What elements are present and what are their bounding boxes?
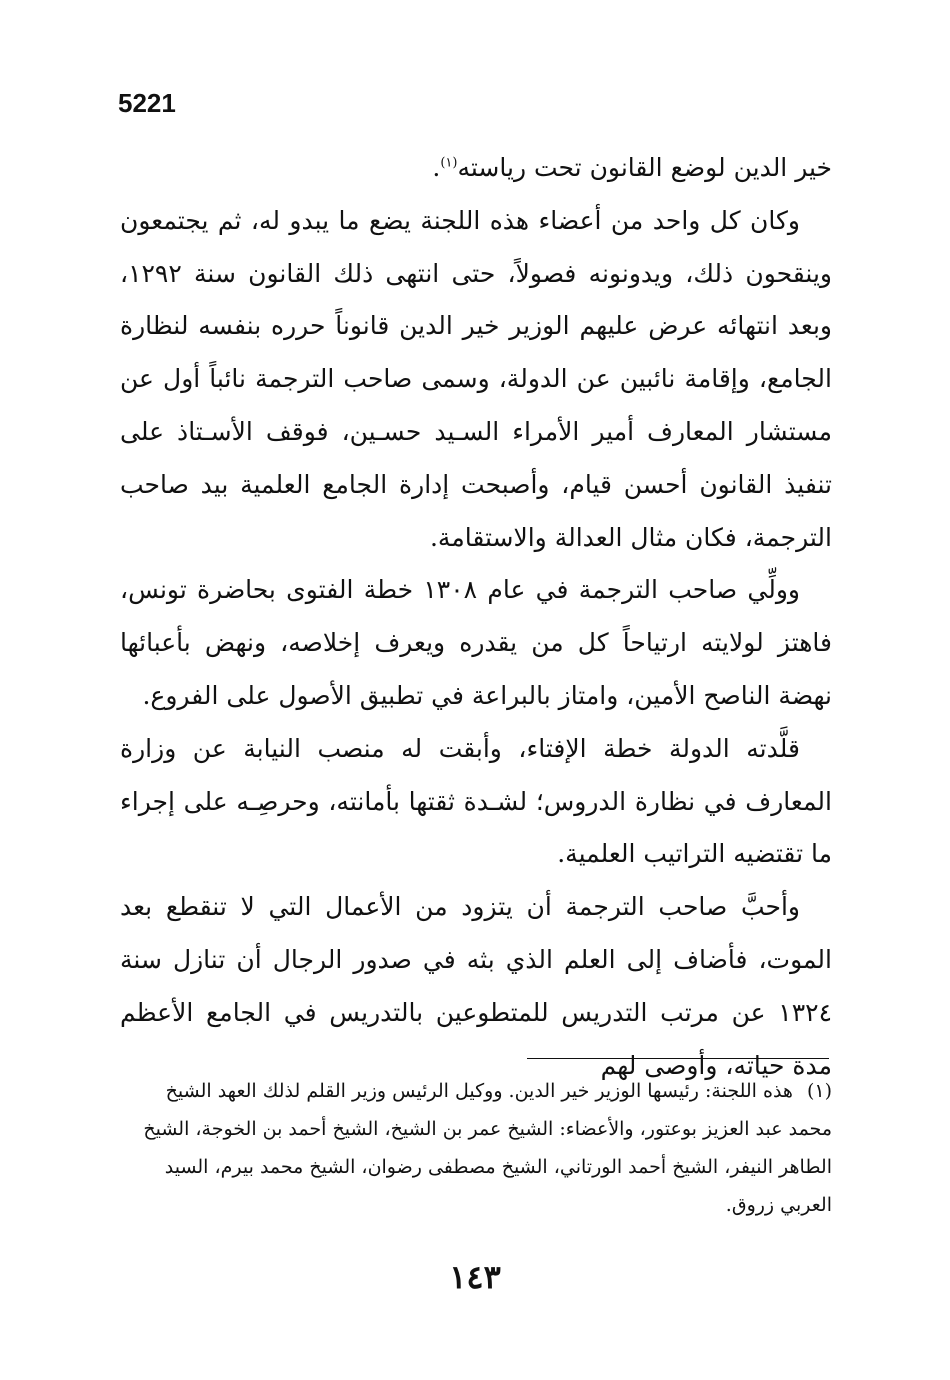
footnote [120,1072,832,1224]
footnote-divider [527,1058,829,1059]
paragraph-endowment: وأحبَّ صاحب الترجمة أن يتزود من الأعمال التي لا تنقطع بعد الموت، فأضاف إلى العلم الذي بثه في صدور الرجال أن تنازل سنة ١٣٢٤ عن مرتب التدريس للمتطوعين بالتدريس في الجامع الأعظم مدة حياته، وأوصى لهم [120,892,832,1080]
paragraph-fatwa: وولِّي صاحب الترجمة في عام ١٣٠٨ خطة الفتوى بحاضرة تونس، فاهتز لولايته ارتياحاً كل من يقدره ويعرف إخلاصه، ونهض بأعبائها نهضة الناصح الأمين، وامتاز بالبراعة في تطبيق الأصول على الفروع. [120,575,832,710]
carry-over-text: خير الدين لوضع القانون تحت رياسته [457,153,832,182]
paragraph-ifta: قلَّدته الدولة خطة الإفتاء، وأبقت له منصب النيابة عن وزارة المعارف في نظارة الدروس؛ لشـدة ثقتها بأمانته، وحرصِـه على إجراء ما تقتضيه التراتيب العلمية. [120,733,832,869]
paragraph-committee: وكان كل واحد من أعضاء هذه اللجنة يضع ما يبدو له، ثم يجتمعون وينقحون ذلك، ويدونونه فصولاً، حتى انتهى ذلك القانون سنة ١٢٩٢، وبعد انتهائه عرض عليهم الوزير خير الدين قانوناً حرره بنفسه لنظارة الجامع، وإقامة نائبين عن الدولة، وسمى صاحب الترجمة نائباً أول عن مستشار المعارف أمير الأمراء السـيد حسـين، فوقف الأسـتاذ على تنفيذ القانون أحسن قيام، وأصبحت إدارة الجامع العلمية بيد صاحب الترجمة، فكان مثال العدالة والاستقامة. [120,205,832,552]
footnote-reference: (١) [440,155,458,171]
carry-over-line [120,142,832,195]
footnote-number: (١) [806,1080,832,1102]
carry-over-end: . [432,153,441,182]
page-id-number: 5221 [118,88,176,118]
page-number: ١٤٣ [449,1258,501,1296]
footnote-text: هذه اللجنة: رئيسها الوزير خير الدين. ووكيل الرئيس وزير القلم لذلك العهد الشيخ محمد عبد العزيز بوعتور، والأعضاء: الشيخ عمر بن الشيخ، الشيخ أحمد بن الخوجة، الشيخ الطاهر النيفر، الشيخ أحمد الورتاني، الشيخ مصطفى رضوان، الشيخ محمد بيرم، السيد العربي زروق. [143,1080,832,1216]
body-text [120,142,832,1092]
